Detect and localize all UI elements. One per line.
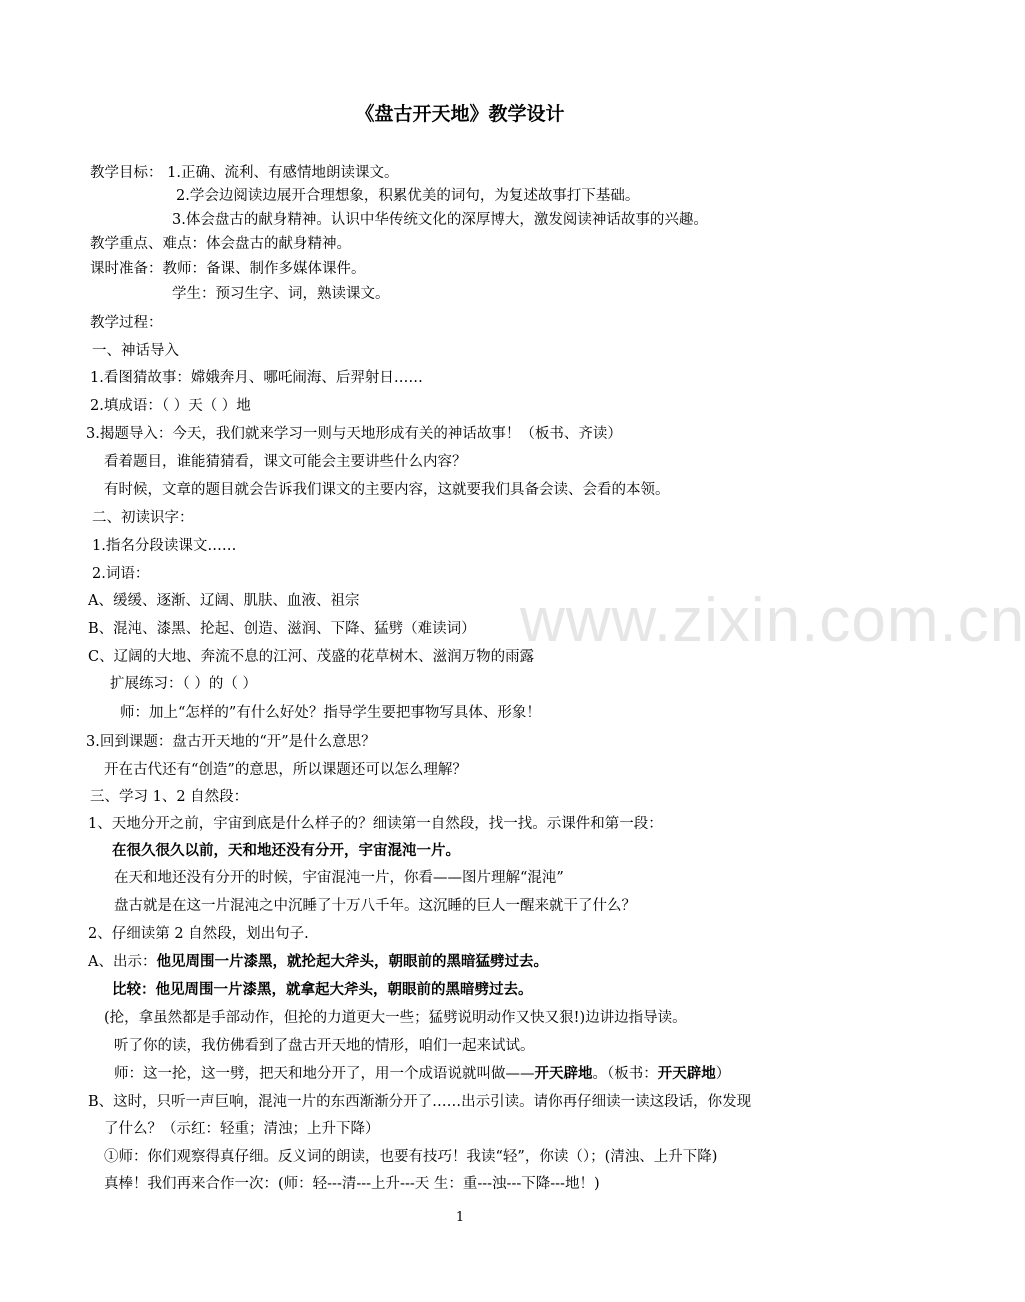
blackboard-close: ） xyxy=(715,1066,731,1082)
watermark: www.zixin.com.cn xyxy=(520,586,1025,655)
page-number: 1 xyxy=(455,1210,465,1225)
line-guess-story: 1.看图猜故事：嫦娥奔月、哪吒闹海、后羿射日…… xyxy=(90,370,423,386)
line-title-tells: 有时候，文章的题目就会告诉我们课文的主要内容，这就要我们具备会读、会看的本领。 xyxy=(104,482,670,498)
line-bold-chaos: 在很久很久以前，天和地还没有分开，宇宙混沌一片。 xyxy=(112,843,460,859)
line-show-sentence xyxy=(88,951,548,973)
key-points-line: 教学重点、难点：体会盘古的献身精神。 xyxy=(90,236,351,252)
line-fill-idiom: 2.填成语：（ ）天（ ）地 xyxy=(90,398,251,414)
line-bold-compare: 比较：他见周围一片漆黑，就拿起大斧头，朝眼前的黑暗劈过去。 xyxy=(112,982,533,998)
objective-line-3: 3.体会盘古的献身精神。认识中华传统文化的深厚博大，激发阅读神话故事的兴趣。 xyxy=(172,212,708,228)
line-guess-content: 看着题目，谁能猜猜看，课文可能会主要讲些什么内容？ xyxy=(104,454,467,470)
section-1-heading: 一、神话导入 xyxy=(92,343,179,359)
line-words-b: B、混沌、漆黑、抡起、创造、滋润、下降、猛劈（难读词） xyxy=(88,621,476,637)
line-try-together: 听了你的读，我仿佛看到了盘古开天地的情形，咱们一起来试试。 xyxy=(114,1038,535,1054)
line-before-split: 1、天地分开之前，宇宙到底是什么样子的？细读第一自然段，找一找。示课件和第一段： xyxy=(88,816,663,832)
line-swing-note: (抡，拿虽然都是手部动作，但抡的力道更大一些；猛劈说明动作又快又狠!)边讲边指导读。 xyxy=(104,1010,687,1026)
line-antonym-reading: ①师：你们观察得真仔细。反义词的朗读，也要有技巧！我读“轻”，你读（）；(清浊、上升下降) xyxy=(104,1149,718,1165)
line-words-a: A、缓缓、逐渐、辽阔、肌肤、血液、祖宗 xyxy=(88,593,360,609)
line-read-para-2: 2、仔细读第 2 自然段，划出句子. xyxy=(88,926,309,942)
process-heading: 教学过程： xyxy=(90,315,163,331)
line-words-c: C、辽阔的大地、奔流不息的江河、茂盛的花草树木、滋润万物的雨露 xyxy=(88,649,535,665)
line-big-sound: B、这时，只听一声巨响，混沌一片的东西渐渐分开了……出示引读。请你再仔细读一读这段话，你发现 xyxy=(88,1094,752,1110)
idiom-lead-text: 师：这一抡，这一劈，把天和地分开了，用一个成语说就叫做—— xyxy=(114,1066,535,1082)
line-read-paragraphs: 1.指名分段读课文…… xyxy=(92,538,237,554)
section-3-heading: 三、学习 1、2 自然段： xyxy=(90,789,249,805)
blackboard-label: 。（板书： xyxy=(592,1066,658,1082)
line-what-found: 了什么？（示红：轻重；清浊；上升下降） xyxy=(104,1121,380,1137)
line-create-meaning: 开在古代还有“创造”的意思，所以课题还可以怎么理解？ xyxy=(104,762,467,778)
line-idiom-blackboard xyxy=(114,1063,730,1085)
line-cooperate: 真棒！我们再来合作一次：(师：轻---清---上升---天 生：重---浊---下降---地！) xyxy=(104,1176,600,1192)
bold-sentence-chop: 他见周围一片漆黑，就抡起大斧头，朝眼前的黑暗猛劈过去。 xyxy=(156,954,548,970)
line-chaos-picture: 在天和地还没有分开的时候，宇宙混沌一片，你看——图片理解“混沌” xyxy=(114,870,564,886)
show-label: A、出示： xyxy=(88,954,157,970)
objective-line-2: 2.学会边阅读边展开合理想象，积累优美的词句，为复述故事打下基础。 xyxy=(176,188,640,204)
line-teacher-tip: 师：加上“怎样的”有什么好处？指导学生要把事物写具体、形象！ xyxy=(120,705,541,721)
section-2-heading: 二、初读识字： xyxy=(92,510,194,526)
line-return-topic: 3.回到课题：盘古开天地的“开”是什么意思？ xyxy=(86,734,376,750)
document-title: 《盘古开天地》教学设计 xyxy=(355,103,565,125)
idiom-bold-1: 开天辟地 xyxy=(534,1066,593,1082)
prep-teacher-line: 课时准备：教师：备课、制作多媒体课件。 xyxy=(90,261,366,277)
line-reveal-topic: 3.揭题导入：今天，我们就来学习一则与天地形成有关的神话故事！（板书、齐读） xyxy=(86,426,622,442)
line-words: 2.词语： xyxy=(92,566,150,582)
line-pangu-sleep: 盘古就是在这一片混沌之中沉睡了十万八千年。这沉睡的巨人一醒来就干了什么？ xyxy=(114,898,636,914)
line-extension: 扩展练习：（ ）的（ ） xyxy=(110,676,257,692)
objective-line-1: 教学目标： 1.正确、流利、有感情地朗读课文。 xyxy=(90,165,399,181)
idiom-bold-2: 开天辟地 xyxy=(657,1066,716,1082)
prep-student-line: 学生：预习生字、词，熟读课文。 xyxy=(172,286,390,302)
